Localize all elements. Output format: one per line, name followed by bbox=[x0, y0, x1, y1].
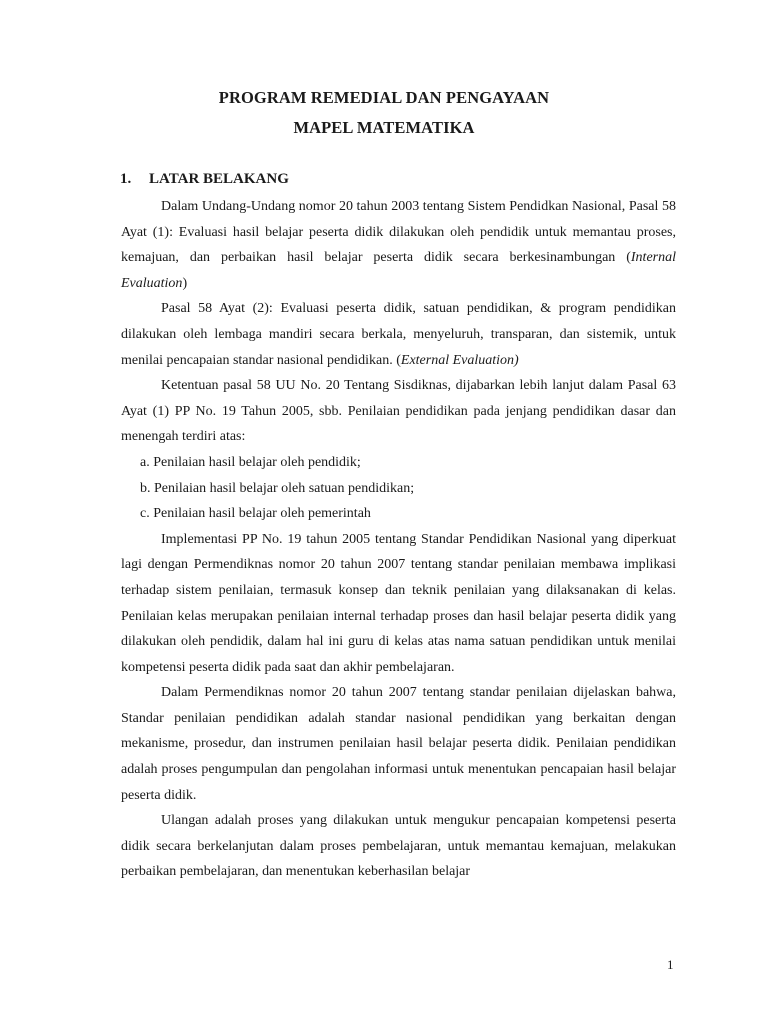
document-body bbox=[121, 194, 676, 885]
list-item: a. Penilaian hasil belajar oleh pendidik; bbox=[140, 454, 361, 470]
section-number: 1. bbox=[120, 171, 132, 187]
page-number: 1 bbox=[667, 957, 674, 972]
paragraph-1-italic: Internal Evaluation bbox=[121, 250, 676, 291]
paragraph-1-end: ) bbox=[182, 275, 188, 291]
document-title: PROGRAM REMEDIAL DAN PENGAYAAN bbox=[218, 88, 550, 107]
paragraph-5: Dalam Permendiknas nomor 20 tahun 2007 tentang standar penilaian dijelaskan bahwa, Standar penilaian pendidikan adalah standar nasional pendidikan yang berkaitan dengan mekanisme, prosedur, dan instrumen penilaian hasil belajar peserta didik. Penilaian pendidikan adalah proses pengumpulan dan pengolahan informasi untuk menentukan pencapaian hasil belajar peserta didik. bbox=[121, 685, 676, 803]
paragraph-3: Ketentuan pasal 58 UU No. 20 Tentang Sisdiknas, dijabarkan lebih lanjut dalam Pasal 63 Ayat (1) PP No. 19 Tahun 2005, sbb. Penilaian pendidikan pada jenjang pendidikan dasar dan menengah terdiri atas: bbox=[121, 378, 676, 445]
paragraph-2 bbox=[121, 296, 676, 373]
document-subtitle: MAPEL MATEMATIKA bbox=[293, 118, 475, 137]
paragraph-1-text: Dalam Undang-Undang nomor 20 tahun 2003 tentang Sistem Pendidkan Nasional, Pasal 58 Ayat (1): Evaluasi hasil belajar peserta didik dilakukan oleh pendidik untuk memantau proses, kemajuan, dan perbaikan hasil belajar peserta didik secara berkesinambungan ( bbox=[121, 199, 676, 266]
paragraph-4: Implementasi PP No. 19 tahun 2005 tentang Standar Pendidikan Nasional yang diperkuat lagi dengan Permendiknas nomor 20 tahun 2007 tentang standar penilaian membawa implikasi terhadap sistem penilaian, termasuk konsep dan teknik penilaian yang dilaksanakan di kelas. Penilaian kelas merupakan penilaian internal terhadap proses dan hasil belajar peserta didik yang dilakukan oleh pendidik, dalam hal ini guru di kelas atas nama satuan pendidikan untuk menilai kompetensi peserta didik pada saat dan akhir pembelajaran. bbox=[121, 531, 676, 675]
list-item: c. Penilaian hasil belajar oleh pemerintah bbox=[140, 506, 371, 522]
list-item: b. Penilaian hasil belajar oleh satuan pendidikan; bbox=[140, 480, 415, 496]
paragraph-2-text: Pasal 58 Ayat (2): Evaluasi peserta didik, satuan pendidikan, & program pendidikan dilakukan oleh lembaga mandiri secara berkala, menyeluruh, transparan, dan sistemik, untuk menilai pencapaian standar nasional pendidikan. ( bbox=[121, 301, 676, 368]
paragraph-1 bbox=[121, 194, 676, 296]
paragraph-2-italic: External Evaluation) bbox=[400, 352, 519, 368]
paragraph-6: Ulangan adalah proses yang dilakukan untuk mengukur pencapaian kompetensi peserta didik secara berkelanjutan dalam proses pembelajaran, untuk memantau kemajuan, melakukan perbaikan pembelajaran, dan menentukan keberhasilan belajar bbox=[121, 813, 676, 880]
assessment-list bbox=[121, 450, 676, 527]
section-heading-text: LATAR BELAKANG bbox=[149, 171, 289, 187]
